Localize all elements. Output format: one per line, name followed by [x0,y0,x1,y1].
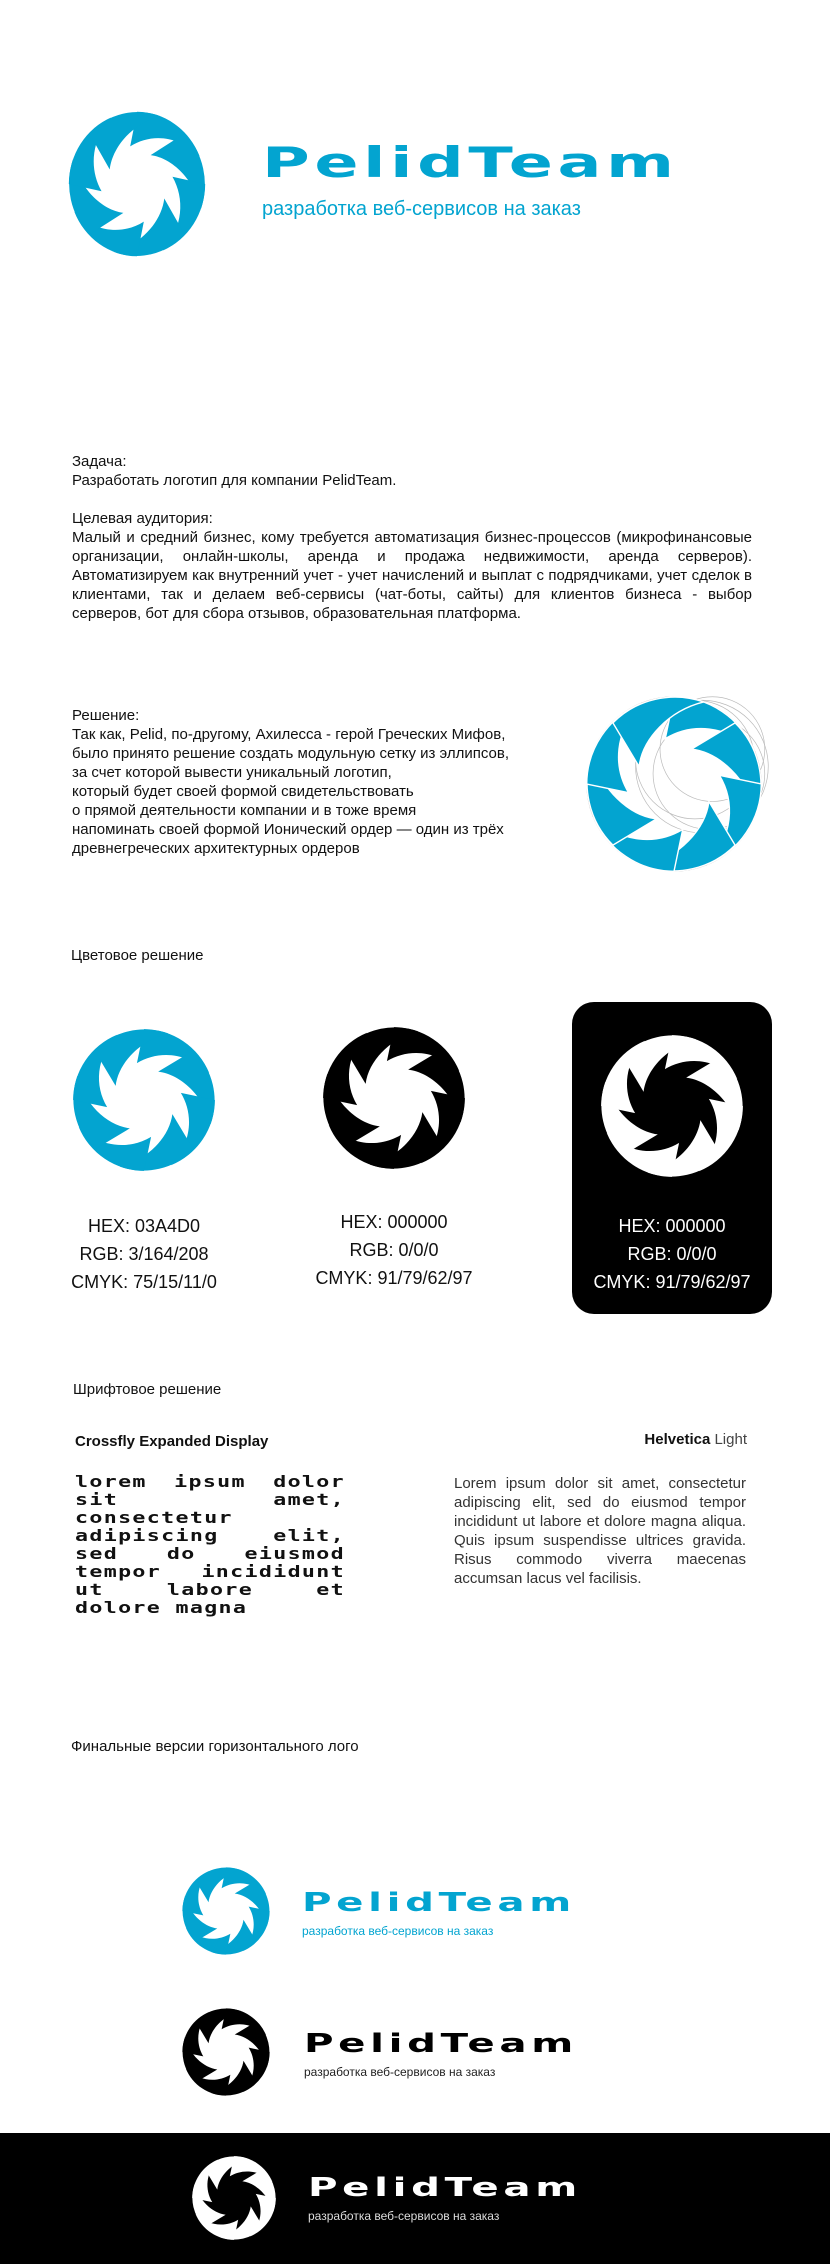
task-text: Разработать логотип для компании PelidTeam. [72,472,397,489]
font2-name-bold: Helvetica [644,1431,711,1448]
rgb-value: RGB: 0/0/0 [627,1244,717,1264]
hero-tagline: разработка веб-сервисов на заказ [262,198,581,220]
cmyk-value: CMYK: 91/79/62/97 [593,1272,751,1292]
audience-text: Малый и средний бизнес, кому требуется автоматизация бизнес-процессов (микрофинансовые организации, онлайн-школы, аренда и продажа недвижимости, аренда серверов). Автоматизируем как внутренний учет - учет начислений и выплат с подрядчиками, учет сделок в клиентами, так и делаем веб-сервисы (чат-боты, сайты) для клиентов бизнеса - выбор серверов, бот для сбора отзывов, образовательная платформа. [72,529,752,622]
solution-line: о прямой деятельности компании и в тоже время [72,802,417,819]
final-tagline: разработка веб-сервисов на заказ [308,2209,500,2223]
logo-symbol-icon [178,2003,274,2101]
color-variant-inverse-card [572,1002,772,1314]
final-section-title: Финальные версии горизонтального лого [71,1738,359,1755]
final-tagline: разработка веб-сервисов на заказ [302,1924,494,1938]
final-wordmark: PelidTeam [304,2029,578,2059]
final-tagline: разработка веб-сервисов на заказ [304,2065,496,2079]
final-logo-white [188,2151,648,2251]
ellipse-grid-logo-icon [578,688,770,880]
audience-label: Целевая аудитория: [72,510,213,527]
font2-name [644,1431,747,1448]
cmyk-value: CMYK: 91/79/62/97 [315,1268,473,1288]
logo-symbol-icon [178,1862,274,1960]
solution-line: напоминать своей формой Ионический ордер — один из трёх [72,821,504,838]
hex-value: HEX: 000000 [618,1216,726,1236]
color-variant-blue [56,1020,232,1296]
hex-value: HEX: 03A4D0 [87,1216,201,1236]
logo-symbol-icon [316,1018,472,1178]
final-inverse-band [0,2133,830,2264]
color-variant-black [306,1018,482,1292]
color-section-title: Цветовое решение [71,947,204,964]
brief-section [72,452,752,623]
logo-symbol-icon [66,1020,222,1180]
logo-symbol-icon [188,2151,280,2245]
rgb-value: RGB: 0/0/0 [349,1240,439,1260]
solution-line: древнегреческих архитектурных ордеров [72,840,360,857]
rgb-value: RGB: 3/164/208 [79,1244,209,1264]
final-wordmark: PelidTeam [308,2173,582,2203]
solution-line: Так как, Pelid, по-другому, Ахилесса - герой Греческих Мифов, [72,726,506,743]
solution-label: Решение: [72,707,140,724]
font1-sample-wrap [75,1473,345,1623]
task-label: Задача: [72,453,127,470]
font-section-title: Шрифтовое решение [73,1381,222,1398]
logo-symbol-icon [594,1026,750,1186]
hero-wordmark: PelidTeam [262,138,679,187]
cmyk-value: CMYK: 75/15/11/0 [71,1272,217,1292]
solution-line: за счет которой вывести уникальный логотип, [72,764,392,781]
solution-line: который будет своей формой свидетельствовать [72,783,414,800]
font2-name-light: Light [714,1431,747,1448]
font1-sample: lorem ipsum dolor sit amet, consectetur adipiscing elit, sed do eiusmod tempor incididunt ut labore et dolore magna [75,1473,345,1617]
construction-grid-logo [578,688,770,880]
hex-value: HEX: 000000 [340,1212,448,1232]
solution-section [72,706,572,858]
final-logo-black [178,2003,638,2103]
final-logo-blue [178,1862,638,1962]
font1-name: Crossfly Expanded Display [75,1433,269,1450]
logo-symbol-icon [62,104,212,264]
final-wordmark: PelidTeam [302,1888,576,1918]
font2-sample: Lorem ipsum dolor sit amet, consectetur adipiscing elit, sed do eiusmod tempor incididunt ut labore et dolore magna aliqua. Quis ipsum suspendisse ultrices gravida. Risus commodo viverra maecenas accumsan lacus vel facilisis. [454,1475,746,1587]
hero-logo [62,104,212,264]
solution-line: было принято решение создать модульную сетку из эллипсов, [72,745,510,762]
